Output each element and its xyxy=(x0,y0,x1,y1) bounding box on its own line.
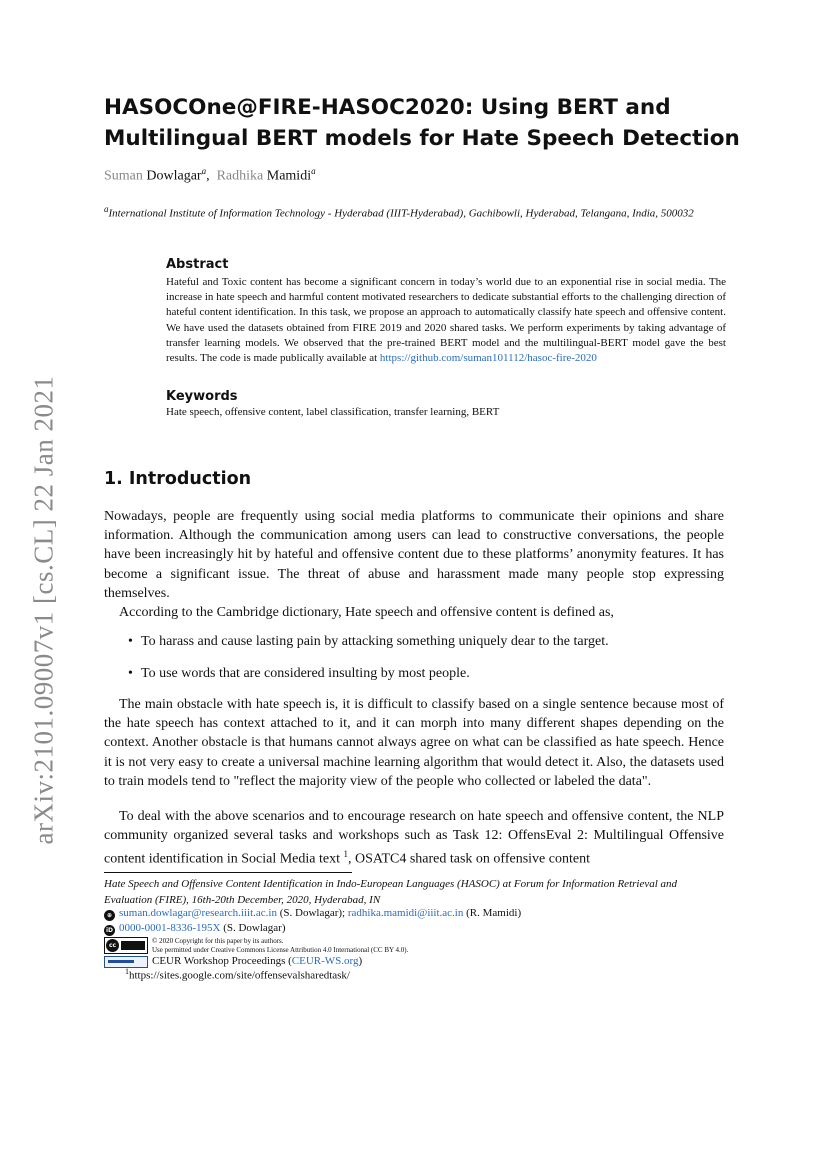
orcid-link[interactable]: 0000-0001-8336-195X xyxy=(119,922,221,934)
bullet-text-1: To harass and cause lasting pain by attacking something uniquely dear to the target. xyxy=(141,634,609,649)
arxiv-stamp xyxy=(22,370,66,850)
intro-paragraph-2: According to the Cambridge dictionary, Hate speech and offensive content is defined as, xyxy=(119,605,614,620)
abstract-heading: Abstract xyxy=(166,257,229,272)
bullet-item-1 xyxy=(128,632,609,651)
intro-paragraph-4 xyxy=(104,807,724,869)
ceur-link[interactable]: CEUR-WS.org xyxy=(291,955,359,967)
section-number: 1. xyxy=(104,469,123,489)
title-line-2: Multilingual BERT models for Hate Speech Detection xyxy=(104,126,740,151)
affiliation-text: International Institute of Information Technology - Hyderabad (IIIT-Hyderabad), Gachibowli, Hyderabad, Telangana, India, 500032 xyxy=(108,207,694,220)
license-notice: Use permitted under Creative Commons License Attribution 4.0 International (CC BY 4.0). xyxy=(152,946,409,954)
paragraph-4-text: To deal with the above scenarios and to encourage research on hate speech and offensive content, the NLP community organized several tasks and workshops such as Task 12: OffensEval 2: Multilingual Offensive content identification in Social Media text xyxy=(104,809,724,868)
author-separator: , xyxy=(206,168,210,184)
ceur-proceedings xyxy=(152,954,362,968)
bullet-text-2: To use words that are considered insulting by most people. xyxy=(141,666,470,681)
abstract-body xyxy=(166,275,726,366)
footnote-1-mark: 1 xyxy=(125,967,129,976)
author-1-given: Suman xyxy=(104,168,143,184)
bullet-icon: • xyxy=(128,634,133,649)
code-repo-link[interactable]: https://github.com/suman101112/hasoc-fire-2020 xyxy=(379,352,597,365)
arxiv-stamp-text: arXiv:2101.09007v1 [cs.CL] 22 Jan 2021 xyxy=(28,375,59,845)
title-line-1: HASOCOne@FIRE-HASOC2020: Using BERT and xyxy=(104,95,671,120)
intro-paragraph-1: Nowadays, people are frequently using social media platforms to communicate their opinions and share information. Although the communication among users can lead to constructive conversations, the people have been increasingly hit by hateful and offensive content due to these platforms’ anonymity features. It has become a significant issue. The threat of abuse and harassment made many people stop expressing themselves. xyxy=(104,509,724,601)
orcid-owner: (S. Dowlagar) xyxy=(220,922,286,934)
cc-icon: cc xyxy=(106,939,119,952)
affiliation-mark: a xyxy=(104,204,109,214)
ceur-close: ) xyxy=(358,955,363,967)
globe-icon: ⊕ xyxy=(104,910,115,921)
footnote-mark[interactable]: 1 xyxy=(343,849,348,860)
email-owner-1: (S. Dowlagar); xyxy=(276,907,348,919)
section-title: Introduction xyxy=(128,469,252,489)
cc-by-bar xyxy=(121,941,145,950)
paragraph-4-tail: , OSATC4 shared task on offensive content xyxy=(348,852,590,868)
section-heading xyxy=(104,469,251,489)
abstract-text: Hateful and Toxic content has become a significant concern in today’s world due to an exponential rise in social media. The increase in hate speech and harmful content motivated researchers to dedicate substantial efforts to the challenging direction of hateful content identification. In this task, we propose an approach to automatically classify hate speech and offensive content. We have used the datasets obtained from FIRE 2019 and 2020 shared tasks. We perform experiments by taking advantage of transfer learning models. We observed that the pre-trained BERT model and the multilingual-BERT model gave the best results. The code is made publically available at xyxy=(166,276,726,365)
email-footnote xyxy=(104,906,521,921)
bullet-icon: • xyxy=(128,666,133,681)
copyright-notice: © 2020 Copyright for this paper by its authors. xyxy=(152,937,284,945)
paper-title xyxy=(104,92,744,154)
orcid-footnote xyxy=(104,921,286,936)
orcid-icon: iD xyxy=(105,927,114,934)
cc-by-license-icon xyxy=(104,937,148,954)
author-2-family: Mamidi xyxy=(266,168,312,184)
author-2-mark: a xyxy=(311,166,316,176)
email-link-1[interactable]: suman.dowlagar@research.iiit.ac.in xyxy=(119,907,277,919)
intro-paragraph-3: The main obstacle with hate speech is, it is difficult to classify based on a single sentence because most of the hate speech has context attached to it, and it can morph into many different shapes depending on the context. Another obstacle is that humans cannot always agree on what can be classified as hate speech. Hence it is not very easy to create a universal machine learning algorithm that would detect it. Also, the datasets used to train models tend to "reflect the majority view of the people who collected or labeled the data". xyxy=(104,697,724,789)
venue-footnote: Hate Speech and Offensive Content Identification in Indo-European Languages (HASOC) at Forum for Information Retrieval and Evaluation (FIRE), 16th-20th December, 2020, Hyderabad, IN xyxy=(104,878,678,906)
bullet-item-2 xyxy=(128,664,470,683)
author-1-family: Dowlagar xyxy=(146,168,202,184)
footnote-rule xyxy=(104,872,352,873)
author-1-mark: a xyxy=(201,166,207,176)
author-2-given: Radhika xyxy=(216,168,264,184)
footnote-1 xyxy=(125,967,350,982)
email-link-2[interactable]: radhika.mamidi@iiit.ac.in xyxy=(347,907,464,919)
keywords-list: Hate speech, offensive content, label classification, transfer learning, BERT xyxy=(166,406,500,418)
author-list xyxy=(104,166,316,185)
keywords-heading: Keywords xyxy=(166,389,238,404)
ceur-text: CEUR Workshop Proceedings ( xyxy=(152,955,292,967)
footnote-1-url[interactable]: https://sites.google.com/site/offensevalsharedtask/ xyxy=(129,969,350,982)
affiliation xyxy=(104,201,724,222)
email-owner-2: (R. Mamidi) xyxy=(463,907,522,919)
